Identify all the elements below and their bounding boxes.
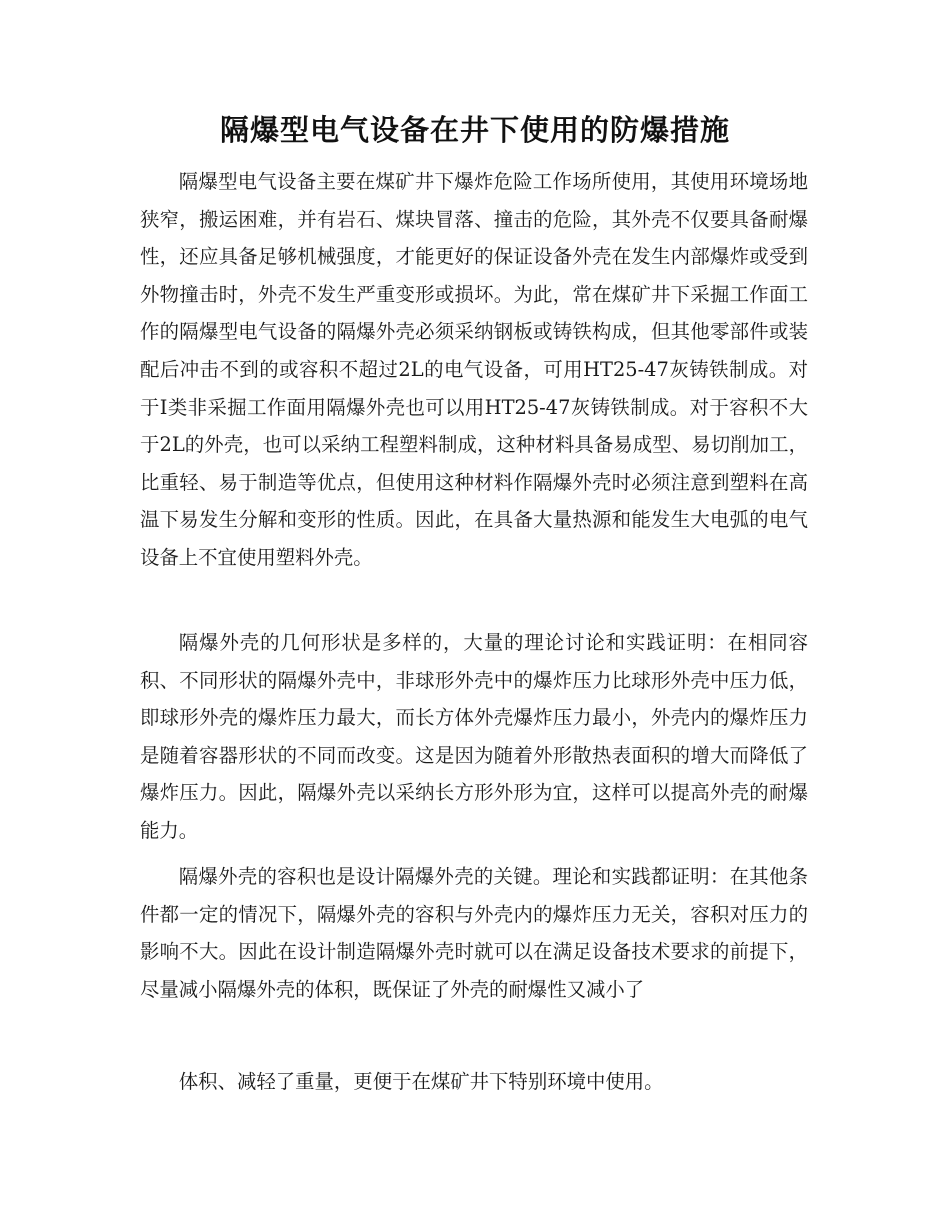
paragraph-enclosure-volume: 隔爆外壳的容积也是设计隔爆外壳的关键。理论和实践都证明：在其他条件都一定的情况下，隔爆外壳的容积与外壳内的爆炸压力无关，容积对压力的影响不大。因此在设计制造隔爆外壳时就可以在满足设备技术要求的前提下，尽量减小隔爆外壳的体积，既保证了外壳的耐爆性又减小了 [140, 865, 808, 1001]
document-title: 隔爆型电气设备在井下使用的防爆措施 [219, 113, 730, 147]
paragraph-enclosure-shape: 隔爆外壳的几何形状是多样的，大量的理论讨论和实践证明：在相同容积、不同形状的隔爆外壳中，非球形外壳中的爆炸压力比球形外壳中压力低，即球形外壳的爆炸压力最大，而长方体外壳爆炸压力最小，外壳内的爆炸压力是随着容器形状的不同而改变。这是因为随着外形散热表面积的增大而降低了爆炸压力。因此，隔爆外壳以采纳长方形外形为宜，这样可以提高外壳的耐爆能力。 [140, 631, 808, 842]
paragraph-volume-continued: 体积、减轻了重量，更便于在煤矿井下特别环境中使用。 [178, 1070, 664, 1093]
paragraph-explosion-proof-material: 隔爆型电气设备主要在煤矿井下爆炸危险工作场所使用，其使用环境场地狭窄，搬运困难，并有岩石、煤块冒落、撞击的危险，其外壳不仅要具备耐爆性，还应具备足够机械强度，才能更好的保证设备外壳在发生内部爆炸或受到外物撞击时，外壳不发生严重变形或损坏。为此，常在煤矿井下采掘工作面工作的隔爆型电气设备的隔爆外壳必须采纳钢板或铸铁构成，但其他零部件或装配后冲击不到的或容积不超过2L的电气设备，可用HT25-47灰铸铁制成。对于I类非采掘工作面用隔爆外壳也可以用HT25-47灰铸铁制成。对于容积不大于2L的外壳，也可以采纳工程塑料制成，这种材料具备易成型、易切削加工，比重轻、易于制造等优点，但使用这种材料作隔爆外壳时必须注意到塑料在高温下易发生分解和变形的性质。因此，在具备大量热源和能发生大电弧的电气设备上不宜使用塑料外壳。 [140, 170, 808, 569]
